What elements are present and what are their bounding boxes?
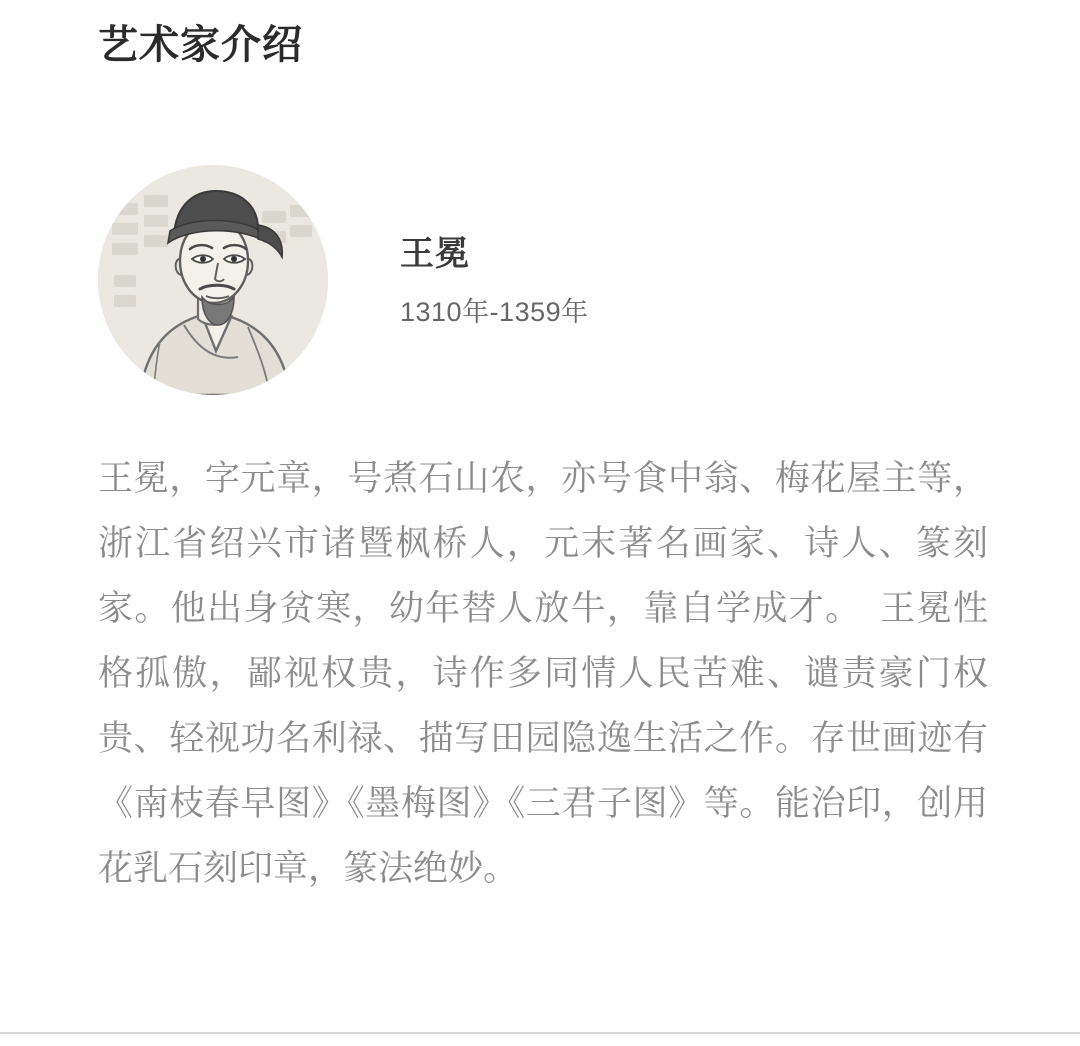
page-title: 艺术家介绍 xyxy=(98,23,303,67)
artist-meta xyxy=(400,229,589,331)
artist-life-years: 1310年-1359年 xyxy=(400,297,589,327)
bottom-divider xyxy=(0,1032,1080,1034)
artist-portrait-illustration xyxy=(98,165,328,395)
artist-header xyxy=(98,160,988,400)
artist-name: 王冕 xyxy=(400,235,470,273)
avatar xyxy=(98,165,328,395)
artist-biography: 王冕，字元章，号煮石山农，亦号食中翁、梅花屋主等，浙江省绍兴市诸暨枫桥人，元末著名画家、诗人、篆刻家。他出身贫寒，幼年替人放牛，靠自学成才。 王冕性格孤傲，鄙视权贵，诗作多同情人民苦难、谴责豪门权贵、轻视功名利禄、描写田园隐逸生活之作。存世画迹有《南枝春早图》《墨梅图》《三君子图》等。能治印，创用花乳石刻印章，篆法绝妙。 xyxy=(98,459,988,888)
